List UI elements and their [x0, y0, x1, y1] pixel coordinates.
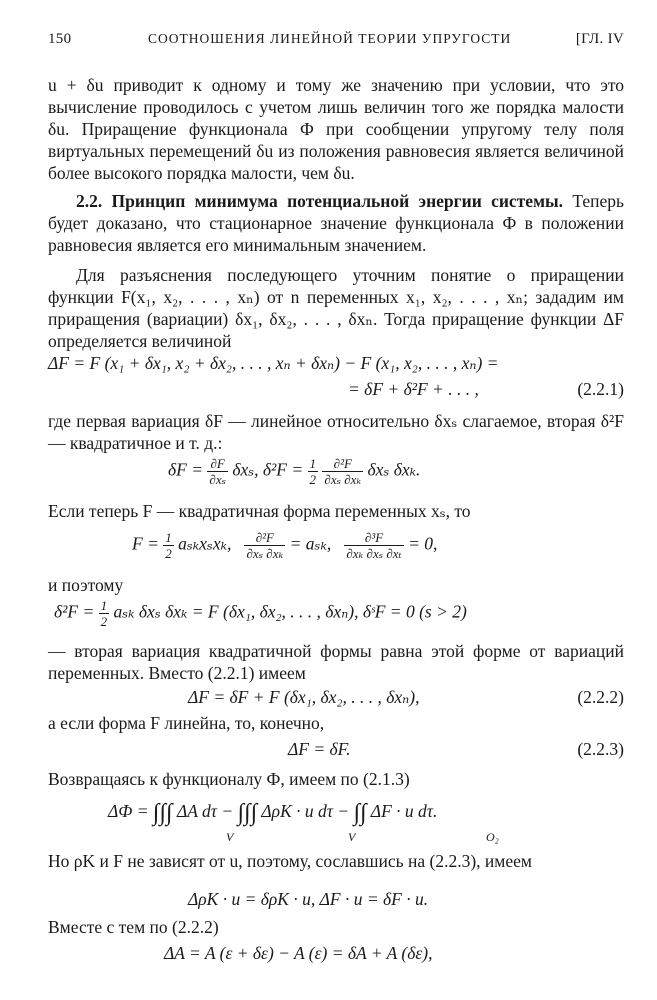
fraction-bottom: ∂xₛ ∂xₖ	[324, 472, 362, 487]
fraction	[308, 456, 319, 487]
eq-part: ΔФ =	[108, 801, 149, 821]
section-intro: Теперь будет доказано, что стационарное значение функционала Ф в положении равновесия является его минимальным значением.	[48, 191, 624, 255]
running-title: СООТНОШЕНИЯ ЛИНЕЙНОЙ ТЕОРИИ УПРУГОСТИ	[148, 31, 512, 46]
equation-2-2-1b	[48, 378, 624, 406]
equation-energy-increment	[48, 942, 624, 970]
page-number: 150	[48, 31, 72, 47]
equation-body	[54, 598, 467, 629]
paragraph-5-text: Если теперь F — квадратичная форма переменных xₛ, то	[48, 501, 471, 521]
equation-text: = δF + δ²F + . . . ,	[348, 379, 479, 399]
paragraph-7-text: — вторая вариация квадратичной формы равна этой форме от вариаций переменных. Вместо (2.2.1) имеем	[48, 641, 624, 683]
fraction	[99, 598, 110, 629]
fraction-bottom: 2	[100, 614, 108, 629]
section-2-2	[48, 190, 624, 256]
equation-body	[108, 800, 437, 824]
equation-number: (2.2.3)	[577, 739, 624, 759]
paragraph-3	[48, 264, 624, 352]
eq-part: aₛₖxₛxₖ,	[178, 533, 232, 554]
equation-loads-variation	[48, 888, 624, 916]
paragraph-7	[48, 640, 624, 684]
paragraph-9-text: Возвращаясь к функционалу Ф, имеем по (2.1.3)	[48, 769, 410, 789]
equation-2-2-1a	[48, 352, 624, 380]
equation-text: ΔF = F (x₁ + δx₁, x₂ + δx₂, . . . , xₙ + δxₙ) − F (x₁, x₂, . . . , xₙ) =	[48, 353, 499, 373]
fraction-top: ∂³F	[344, 530, 403, 546]
equation-functional-increment	[48, 796, 624, 846]
triple-integral: ∫∫∫	[152, 799, 173, 826]
fraction	[244, 530, 285, 561]
fraction	[163, 530, 174, 561]
fraction-bottom: ∂xₛ	[209, 472, 226, 487]
section-heading: 2.2. Принцип минимума потенциальной энергии системы.	[76, 191, 564, 211]
fraction-top: 1	[309, 456, 317, 471]
integral-domain: V	[226, 830, 234, 844]
paragraph-11	[48, 916, 624, 938]
equation-second-variation	[48, 598, 624, 634]
eq-part: = 0,	[408, 533, 438, 554]
paragraph-8-text: а если форма F линейна, то, конечно,	[48, 713, 325, 733]
fraction-bottom: ∂xₖ ∂xₛ ∂xₜ	[346, 546, 402, 561]
equation-number: (2.2.1)	[577, 379, 624, 399]
paragraph-9	[48, 768, 624, 790]
eq-part: δF =	[168, 459, 204, 480]
equation-text: ΔF = δF.	[288, 739, 351, 759]
equation-body	[132, 530, 437, 561]
eq-part: ΔρK · u dτ −	[261, 801, 350, 821]
paragraph-1-text: u + δu приводит к одному и тому же значению при условии, что это вычисление проводилось с учетом лишь величин того же порядка малости δu. Приращение функционала Ф при сообщении упругому телу поля виртуальных перемещений δu из положения равновесия является величиной более высокого порядка малости, чем δu.	[48, 75, 624, 183]
triple-integral: ∫∫∫	[237, 799, 258, 826]
paragraph-10	[48, 850, 624, 872]
integral-domain: V	[348, 830, 356, 844]
paragraph-6-text: и поэтому	[48, 575, 124, 595]
equation-2-2-2	[48, 686, 624, 714]
eq-part: ΔA dτ −	[177, 801, 234, 821]
equation-quadratic-form	[48, 530, 624, 566]
integral-domain: O₂	[486, 830, 499, 844]
equation-text: ΔA = A (ε + δε) − A (ε) = δA + A (δε),	[164, 943, 433, 963]
fraction-top: 1	[165, 530, 172, 545]
fraction-top: ∂²F	[244, 530, 285, 546]
eq-part: = aₛₖ,	[289, 533, 332, 554]
paragraph-4-text: где первая вариация δF — линейное относительно δxₛ слагаемое, вторая δ²F — квадратичное и т. д.:	[48, 411, 624, 453]
fraction	[322, 456, 363, 487]
equation-number: (2.2.2)	[577, 687, 624, 707]
paragraph-10-text: Но ρK и F не зависят от u, поэтому, сославшись на (2.2.3), имеем	[48, 851, 532, 871]
equation-2-2-3	[48, 738, 624, 766]
equation-text: ΔρK · u = δρK · u, ΔF · u = δF · u.	[188, 889, 429, 909]
equation-text: ΔF = δF + F (δx₁, δx₂, . . . , δxₙ),	[188, 687, 420, 707]
section-2-2-text	[48, 190, 624, 256]
chapter-marker: [ГЛ. IV	[575, 31, 624, 47]
fraction-bottom: 2	[309, 472, 317, 487]
paragraph-4	[48, 410, 624, 454]
paragraph-6	[48, 574, 624, 596]
eq-part: F =	[132, 533, 159, 554]
equation-variations	[48, 456, 624, 492]
fraction-bottom: ∂xₛ ∂xₖ	[246, 546, 284, 561]
page-header	[48, 28, 624, 50]
double-integral: ∫∫	[353, 799, 367, 826]
fraction	[344, 530, 403, 561]
paragraph-5	[48, 500, 624, 522]
fraction-top: 1	[100, 598, 108, 613]
paragraph-11-text: Вместе с тем по (2.2.2)	[48, 917, 219, 937]
equation-body	[168, 456, 420, 487]
fraction-top: ∂F	[207, 456, 228, 472]
eq-part: δxₛ, δ²F =	[232, 459, 304, 480]
fraction-bottom: 2	[165, 546, 172, 561]
eq-part: aₛₖ δxₛ δxₖ = F (δx₁, δx₂, . . . , δxₙ), δˢF = 0 (s > 2)	[113, 601, 467, 622]
fraction-top: ∂²F	[322, 456, 363, 472]
paragraph-3-text: Для разъяснения последующего уточним понятие о приращении функции F(x₁, x₂, . . . , xₙ) от n переменных x₁, x₂, . . . , xₙ; зададим им приращения (вариации) δx₁, δx₂, . . . , δxₙ. Тогда приращение функции ΔF определяется величиной	[48, 265, 624, 351]
eq-part: δxₛ δxₖ.	[367, 459, 421, 480]
paragraph-1	[48, 74, 624, 184]
paragraph-8	[48, 712, 624, 734]
fraction	[207, 456, 228, 487]
eq-part: ΔF · u dτ.	[370, 801, 438, 821]
eq-part: δ²F =	[54, 601, 95, 622]
